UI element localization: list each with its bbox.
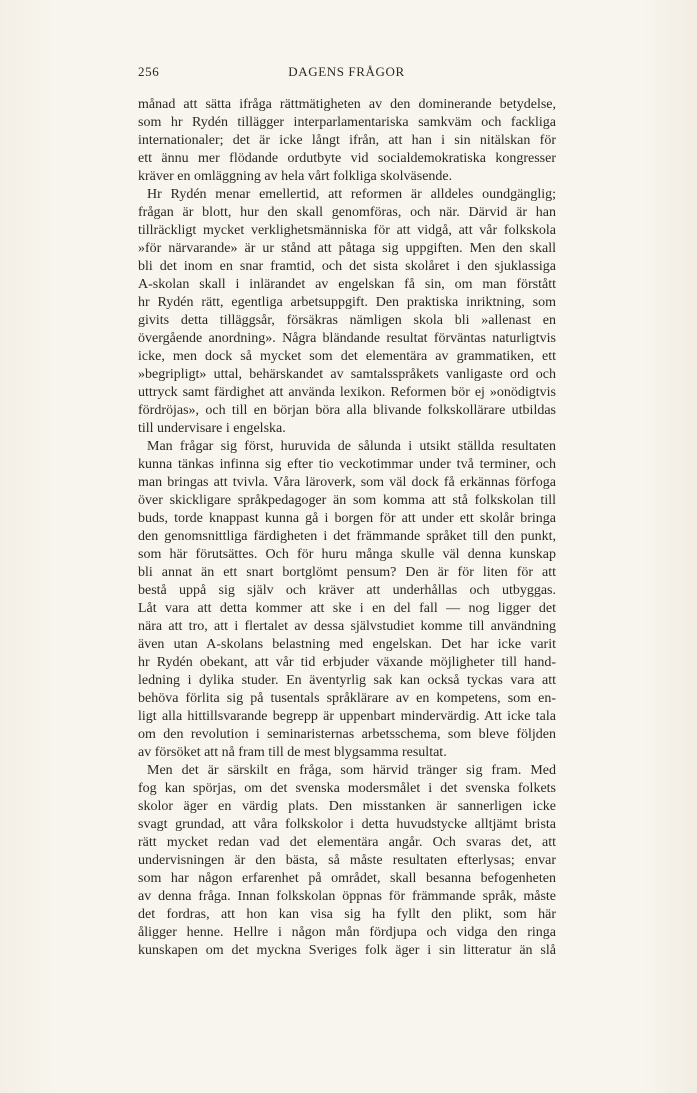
text-line: ledning i dylika studer. En äventyrlig sak kan också tyckas vara att	[138, 673, 556, 688]
text-line: över skickligare språkpedagoger än som komma att stå folkskolan till	[138, 493, 556, 508]
text-line: tillräckligt mycket verklighetsmänniska för att vidgå, att vår folkskola	[138, 223, 556, 238]
text-line: bestå uppå sig själv och kräver att underhållas och utbyggas.	[138, 583, 556, 598]
text-line: A-skolan skall i inlärandet av engelskan få sin, om man förstått	[138, 277, 556, 292]
text-line: fog kan spörjas, om det svenska modersmålet i det svenska folkets	[138, 781, 556, 796]
text-line: Men det är särskilt en fråga, som härvid tränger sig fram. Med	[147, 763, 556, 778]
text-line: den genomsnittliga färdigheten i det främmande språket till den punkt,	[138, 529, 556, 544]
text-line: kunskapen om det myckna Sveriges folk äger i sin litteratur än slå	[138, 943, 556, 958]
text-line: kunna tänkas infinna sig efter tio veckotimmar under två terminer, och	[138, 457, 556, 472]
text-line: ett ännu mer flödande ordutbyte vid socialdemokratiska kongresser	[138, 151, 556, 166]
text-line: icke, men dock så mycket som det elementära av grammatiken, ett	[138, 349, 556, 364]
text-line: undervisningen är den bästa, så måste resultaten efterlysas; envar	[138, 853, 556, 868]
text-line: som här förutsättes. Och för huru många skulle väl denna kunskap	[138, 547, 556, 562]
text-line: fördröjas», och till en början böra alla blivande folkskollärare utbildas	[138, 403, 556, 418]
text-line: åligger henne. Hellre i någon mån fördjupa och vidga den ringa	[138, 925, 556, 940]
text-line: kräver en omläggning av hela vårt folkliga skolväsende.	[138, 169, 453, 184]
text-line: Man frågar sig först, huruvida de sålunda i utsikt ställda resultaten	[147, 439, 556, 454]
text-line: Hr Rydén menar emellertid, att reformen är alldeles oundgänglig;	[147, 187, 556, 202]
text-line: Låt vara att detta kommer att ske i en del fall — nog ligger det	[138, 601, 556, 616]
text-line: det fordras, att hon kan visa sig ha fyllt den plikt, som här	[138, 907, 556, 922]
text-line: internationaler; det är icke långt ifrån, att han i sin nitälskan för	[138, 133, 556, 148]
text-line: som hr Rydén tillägger interparlamentariska samkväm och fackliga	[138, 115, 556, 130]
text-line: övergående anordning». Några bländande resultat förväntas naturligtvis	[138, 331, 556, 346]
body-text	[138, 96, 556, 960]
text-line: hr Rydén obekant, att vår tid erbjuder växande möjligheter till hand-	[138, 655, 556, 670]
text-line: även utan A-skolans belastning med engelskan. Det har icke varit	[138, 637, 556, 652]
text-line: »begripligt» uttal, behärskandet av samtalsspråkets vanligaste ord och	[138, 367, 556, 382]
text-line: av försöket att nå fram till de mest blygsamma resultat.	[138, 745, 447, 760]
text-line: hr Rydén rätt, egentliga arbetsuppgift. Den praktiska inriktning, som	[138, 295, 556, 310]
text-line: om den revolution i seminaristernas arbetsschema, som bleve följden	[138, 727, 556, 742]
text-line: »för närvarande» är ur stånd att påtaga sig uppgiften. Men den skall	[138, 241, 556, 256]
text-line: till undervisare i engelska.	[138, 421, 286, 436]
page-number: 256	[138, 64, 160, 79]
text-line: frågan är blott, hur den skall genomföras, och när. Därvid är han	[138, 205, 556, 220]
text-line: bli annat än ett snart bortglömt pensum? Den är för liten för att	[138, 565, 556, 580]
text-line: som har någon erfarenhet på området, skall besanna befogenheten	[138, 871, 556, 886]
text-line: rätt mycket redan vad det elementära angår. Och svaras det, att	[138, 835, 556, 850]
text-line: svagt grundad, att våra folkskolor i detta huvudstycke alltjämt brista	[138, 817, 556, 832]
text-line: behöva förlita sig på tusentals språklärare av en kompetens, som en-	[138, 691, 556, 706]
running-title: DAGENS FRÅGOR	[288, 64, 405, 79]
text-line: månad att sätta ifråga rättmätigheten av den dominerande betydelse,	[138, 97, 556, 112]
text-line: av denna fråga. Innan folkskolan öppnas för främmande språk, måste	[138, 889, 556, 904]
text-line: givits detta tilläggsår, försäkras nämligen skola bli »allenast en	[138, 313, 556, 328]
page-header	[138, 64, 555, 84]
text-line: nära att tro, att i flertalet av dessa självstudiet komme till användning	[138, 619, 556, 634]
text-line: buds, torde knappast kunna gå i borgen för att under ett skolår bringa	[138, 511, 556, 526]
text-line: bli det inom en snar framtid, och det sista skolåret i den sjuklassiga	[138, 259, 556, 274]
text-line: skolor äger en värdig plats. Den misstanken är sannerligen icke	[138, 799, 556, 814]
text-line: ligt alla hittillsvarande begrepp är uppenbart mindervärdig. Att icke tala	[138, 709, 556, 724]
text-line: uttryck samt färdighet att använda lexikon. Reformen bör ej »onödigtvis	[138, 385, 556, 400]
text-line: man bringas att tvivla. Våra läroverk, som väl dock få erkännas förfoga	[138, 475, 556, 490]
